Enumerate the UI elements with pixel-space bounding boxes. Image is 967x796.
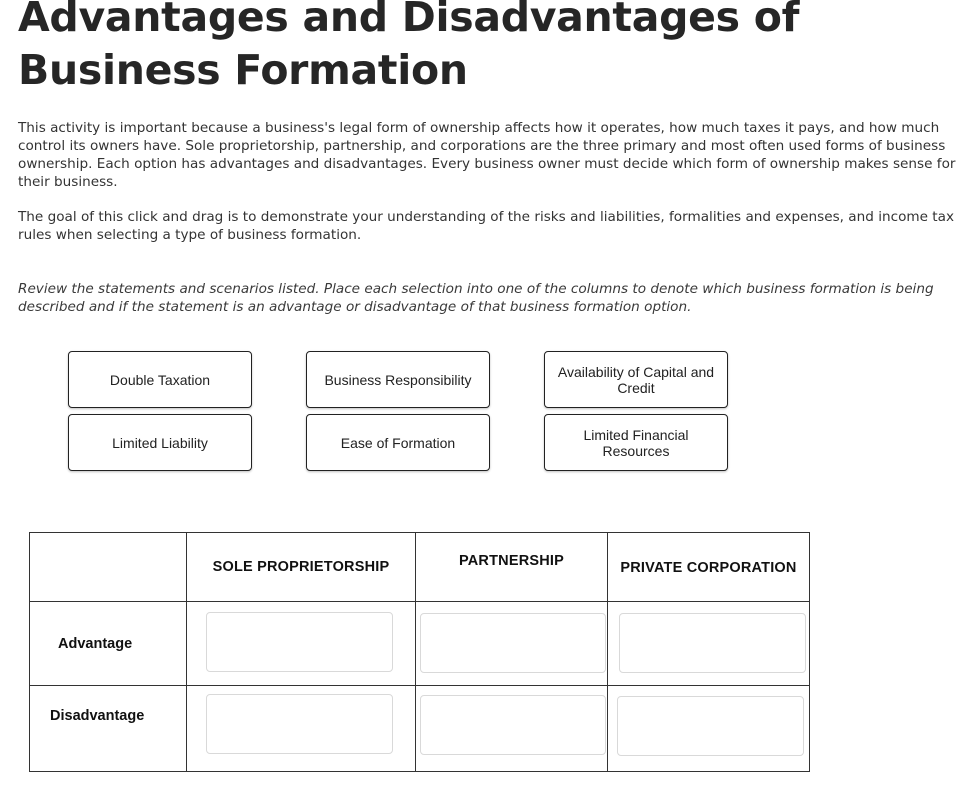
drop-zone[interactable]: [619, 613, 806, 673]
table-cell: [187, 686, 416, 772]
table-cell: [416, 686, 608, 772]
classification-table: [29, 532, 810, 772]
draggable-tile[interactable]: Limited Financial Resources: [544, 414, 728, 471]
drop-zone[interactable]: [420, 695, 606, 755]
goal-paragraph: The goal of this click and drag is to demonstrate your understanding of the risks and liabilities, formalities and expenses, and income tax rules when selecting a type of business formation.: [18, 209, 955, 243]
draggable-tile[interactable]: Double Taxation: [68, 351, 252, 408]
table-cell: [187, 602, 416, 686]
column-header-partnership: [416, 533, 608, 602]
draggable-tile[interactable]: Ease of Formation: [306, 414, 490, 471]
instruction-text: Review the statements and scenarios listed. Place each selection into one of the columns to denote which business formation is being described and if the statement is an advantage or disadvantage of that business formation option.: [18, 281, 934, 315]
row-header-label: Advantage: [58, 635, 133, 652]
row-header-label: Disadvantage: [50, 708, 145, 724]
table-cell: [608, 686, 810, 772]
draggable-tile[interactable]: Business Responsibility: [306, 351, 490, 408]
column-header-label: PARTNERSHIP: [458, 553, 565, 569]
drop-zone[interactable]: [617, 696, 804, 756]
draggable-tile[interactable]: Availability of Capital and Credit: [544, 351, 728, 408]
drop-zone[interactable]: [206, 694, 393, 754]
row-header-advantage: [30, 602, 187, 686]
table-cell: [416, 602, 608, 686]
column-header-sole-proprietorship: [187, 533, 416, 602]
column-header-label: SOLE PROPRIETORSHIP: [212, 559, 390, 575]
drop-zone[interactable]: [206, 612, 393, 672]
intro-paragraph: This activity is important because a business's legal form of ownership affects how it operates, how much taxes it pays, and how much control its owners have. Sole proprietorship, partnership, and corporations are the three primary and most often used forms of business ownership. Each option has advantages and disadvantages. Every business owner must decide which form of ownership makes sense for their business.: [18, 120, 956, 190]
row-header-disadvantage: [30, 686, 187, 772]
column-header-private-corporation: [608, 533, 810, 602]
column-header-label: PRIVATE CORPORATION: [620, 560, 797, 576]
table-corner-cell: [30, 533, 187, 602]
page-title: Advantages and Disadvantages of Business Formation: [18, 0, 800, 94]
draggable-tile[interactable]: Limited Liability: [68, 414, 252, 471]
drop-zone[interactable]: [420, 613, 606, 673]
table-cell: [608, 602, 810, 686]
